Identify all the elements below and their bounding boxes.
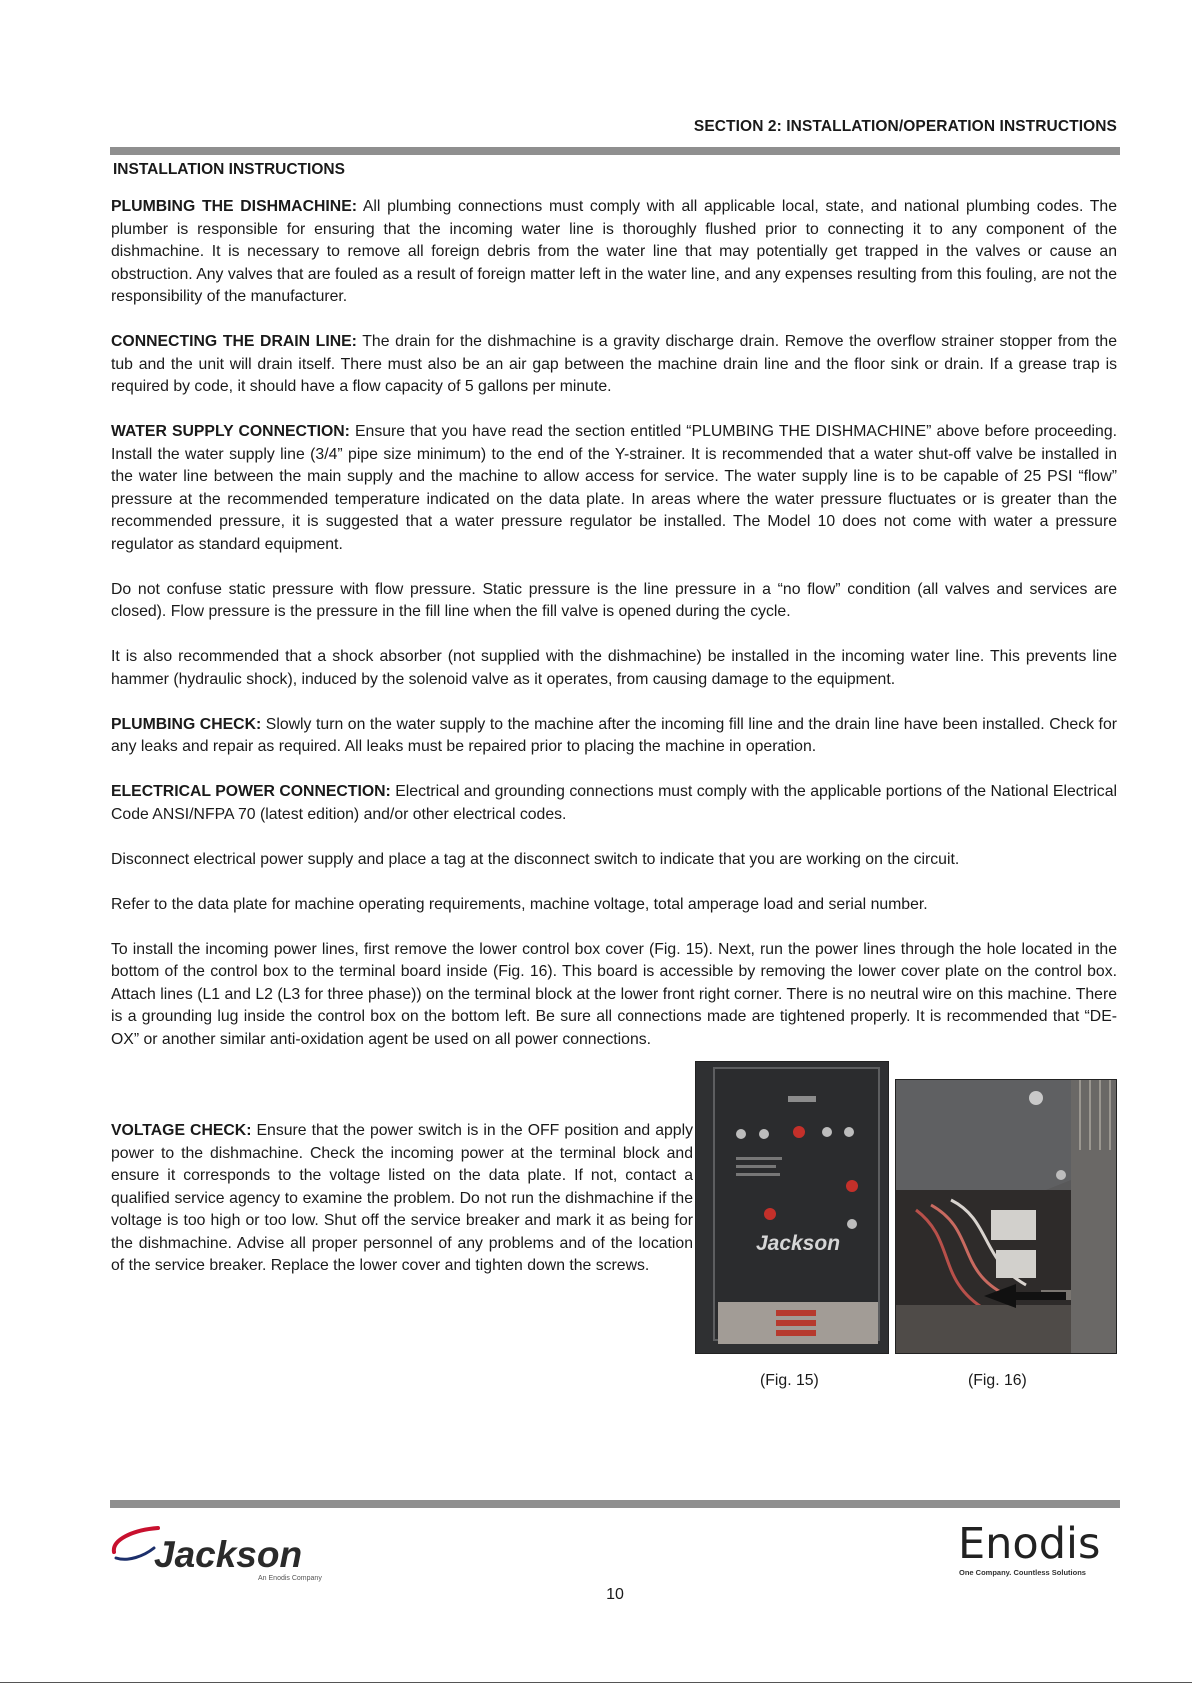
paragraph-heading: PLUMBING THE DISHMACHINE: <box>111 198 357 215</box>
paragraph-text: The drain for the dishmachine is a gravity discharge drain. Remove the overflow strainer stopper from the tub and the unit will drain itself. There must also be an air gap between the machine drain line and the floor sink or drain. If a grease trap is required by code, it should have a flow capacity of 5 gallons per minute. <box>111 333 1117 395</box>
paragraph-text: All plumbing connections must comply with all applicable local, state, and national plumbing codes. The plumber is responsible for ensuring that the incoming water line is thoroughly flushed prior to connecting it to any component of the dishmachine. It is necessary to remove all foreign debris from the water line that may potentially get trapped in the valves or cause an obstruction. Any valves that are fouled as a result of foreign matter left in the water line, and any expenses resulting from this fouling, are not the responsibility of the manufacturer. <box>111 198 1117 305</box>
paragraph-text: It is also recommended that a shock absorber (not supplied with the dishmachine) be installed in the incoming water line. This prevents line hammer (hydraulic shock), induced by the solenoid valve as it operates, from causing damage to the equipment. <box>111 648 1117 688</box>
paragraph-text: Ensure that you have read the section entitled “PLUMBING THE DISHMACHINE” above before proceeding. Install the water supply line (3/4” pipe size minimum) to the end of the Y-strainer. It is recommended that a water shut-off valve be installed in the water line between the main supply and the machine to allow access for service. The water supply line is to be capable of 25 PSI “flow” pressure at the recommended temperature indicated on the data plate. In areas where the water pressure fluctuates or is greater than the recommended pressure, it is suggested that a water pressure regulator be installed. The Model 10 does not come with water a pressure regulator as standard equipment. <box>111 423 1117 553</box>
paragraph-text: Electrical and grounding connections must comply with the applicable portions of the National Electrical Code ANSI/NFPA 70 (latest edition) and/or other electrical codes. <box>111 783 1117 823</box>
paragraph-text: To install the incoming power lines, first remove the lower control box cover (Fig. 15). Next, run the power lines through the hole located in the bottom of the control box to the terminal board inside (Fig. 16). This board is accessible by removing the lower cover plate on the control box. Attach lines (L1 and L2 (L3 for three phase)) on the terminal block at the lower front right corner. There is no neutral wire on this machine. There is a grounding lug inside the control box on the bottom left. Be sure all connections made are tightened properly. It is recommended that “DE-OX” or another similar anti-oxidation agent be used on all power connections. <box>111 940 1117 1048</box>
footer-rule <box>110 1500 1120 1508</box>
paragraph-text: Disconnect electrical power supply and place a tag at the disconnect switch to indicate that you are working on the circuit. <box>111 850 960 868</box>
figure-15-photo <box>695 1061 889 1354</box>
paragraph-water-supply <box>111 421 1117 556</box>
enodis-logo-text: Enodis <box>958 1519 1101 1569</box>
paragraph-shock-absorber <box>111 646 1117 691</box>
paragraph-heading: VOLTAGE CHECK: <box>111 1122 252 1139</box>
paragraph-text: Do not confuse static pressure with flow pressure. Static pressure is the line pressure in a “no flow” condition (all valves and services are closed). Flow pressure is the pressure in the fill line when the fill valve is opened during the cycle. <box>111 580 1117 620</box>
paragraph-power-lines <box>111 939 1117 1052</box>
paragraph-heading: CONNECTING THE DRAIN LINE: <box>111 333 357 350</box>
figure-15-caption: (Fig. 15) <box>760 1372 819 1389</box>
paragraph-disconnect <box>111 849 1117 872</box>
paragraph-plumbing <box>111 196 1117 309</box>
installation-title: INSTALLATION INSTRUCTIONS <box>113 161 345 178</box>
paragraph-text: Slowly turn on the water supply to the machine after the incoming fill line and the drain line have been installed. Check for any leaks and repair as required. All leaks must be repaired prior to placing the machine in operation. <box>111 715 1117 755</box>
fig15-brand-text: Jackson <box>755 1232 841 1255</box>
jackson-logo-text: Jackson <box>154 1534 303 1575</box>
paragraph-text: Ensure that the power switch is in the OFF position and apply power to the dishmachine. Check the incoming power at the terminal block and ensure it corresponds to the voltage listed on the data plate. If not, contact a qualified service agency to examine the problem. Do not run the dishmachine if the voltage is too high or too low. Shut off the service breaker and mark it as being for the dishmachine. Advise all proper personnel of any problems and of the location of the service breaker. Replace the lower cover and tighten down the screws. <box>111 1122 694 1274</box>
page-number: 10 <box>606 1586 624 1603</box>
jackson-logo-tagline: An Enodis Company <box>258 1575 322 1582</box>
jackson-logo <box>110 1518 350 1584</box>
paragraph-heading: ELECTRICAL POWER CONNECTION: <box>111 783 391 800</box>
section-title: SECTION 2: INSTALLATION/OPERATION INSTRUCTIONS <box>693 118 1117 135</box>
paragraph-plumbing-check <box>111 714 1117 759</box>
paragraph-drain <box>111 331 1117 399</box>
figure-16-caption: (Fig. 16) <box>968 1372 1027 1389</box>
paragraph-text: Refer to the data plate for machine operating requirements, machine voltage, total amperage load and serial number. <box>111 895 928 913</box>
paragraph-electrical <box>111 781 1117 826</box>
header-rule <box>110 147 1120 155</box>
enodis-logo-tagline: One Company. Countless Solutions <box>959 1568 1086 1577</box>
paragraph-static-pressure <box>111 579 1117 624</box>
figure-16-photo <box>895 1079 1117 1354</box>
paragraph-data-plate <box>111 894 1117 917</box>
paragraph-voltage-check <box>111 1120 693 1278</box>
body-text <box>111 196 1117 1074</box>
paragraph-heading: PLUMBING CHECK: <box>111 715 262 733</box>
paragraph-heading: WATER SUPPLY CONNECTION: <box>111 423 350 440</box>
enodis-logo <box>958 1512 1118 1580</box>
page-bottom-line <box>0 1682 1192 1683</box>
